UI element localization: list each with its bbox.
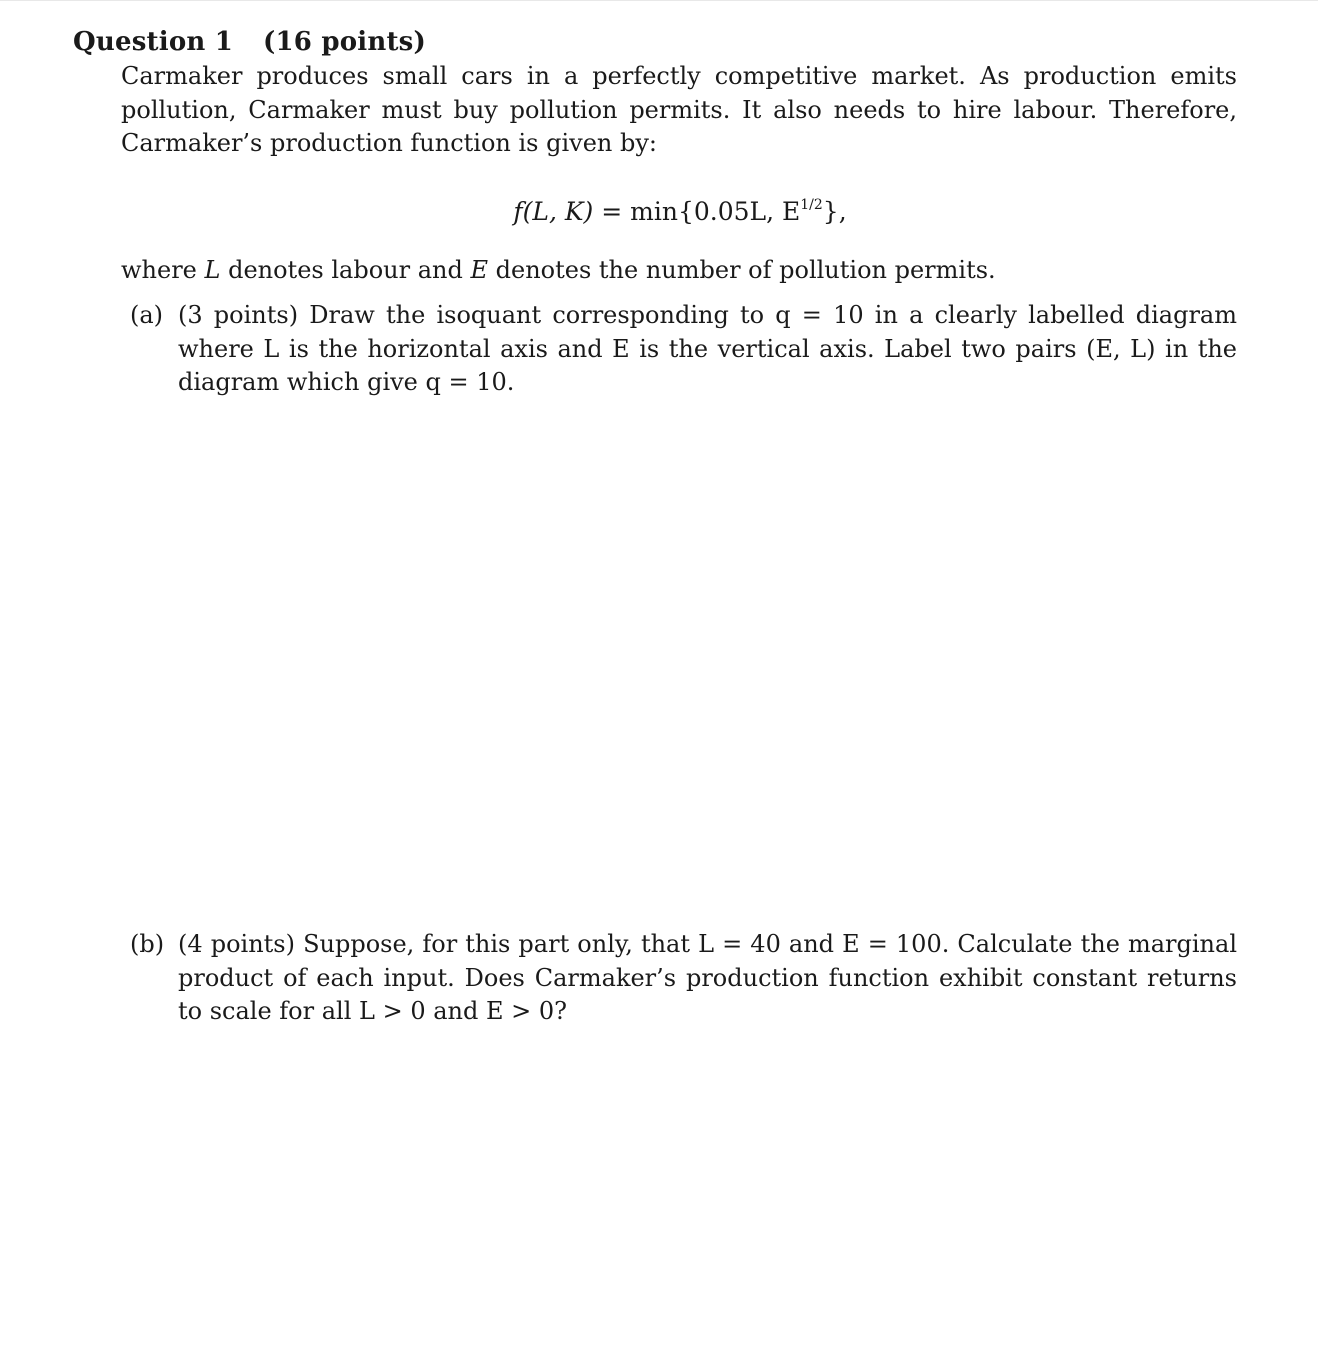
formula-exponent: 1/2 — [800, 197, 823, 213]
question-points: (16 points) — [263, 27, 427, 57]
where-text-1: where — [121, 256, 205, 284]
part-a-text: (3 points) Draw the isoquant corresponding to q = 10 in a clearly labelled diagram where L is the horizontal axis and E is the vertical axis. Label two pairs (E, L) in the diagram which give q = 10. — [178, 301, 1237, 396]
formula-rhs-end: }, — [822, 197, 847, 226]
where-var-e: E — [470, 256, 488, 284]
question-title: Question 1 — [73, 27, 234, 57]
where-text-2: denotes labour and — [220, 256, 471, 284]
intro-paragraph: Carmaker produces small cars in a perfectly competitive market. As production emits pollution, Carmaker must buy pollution permits. It also needs to hire labour. Therefore, Carmaker’s production function is given by: — [121, 62, 1237, 157]
part-a-answer-area[interactable] — [121, 401, 1237, 921]
part-a — [121, 299, 1237, 400]
part-b-text: (4 points) Suppose, for this part only, that L = 40 and E = 100. Calculate the marginal product of each input. Does Carmaker’s production function exhibit constant returns to scale for all L > 0 and E > 0? — [178, 930, 1237, 1025]
production-function-formula — [0, 197, 1318, 226]
part-b — [121, 928, 1237, 1029]
formula-lhs: f(L, K) — [513, 197, 594, 226]
formula-equals: = — [601, 197, 623, 226]
part-a-label: (a) — [130, 301, 164, 329]
formula-rhs-start: min{0.05L, E — [630, 197, 801, 226]
where-var-l: L — [204, 256, 221, 284]
part-b-answer-area[interactable] — [121, 1031, 1237, 1351]
where-sentence — [121, 254, 1237, 288]
part-b-label: (b) — [130, 930, 165, 958]
question-heading — [73, 27, 426, 57]
where-text-3: denotes the number of pollution permits. — [488, 256, 996, 284]
